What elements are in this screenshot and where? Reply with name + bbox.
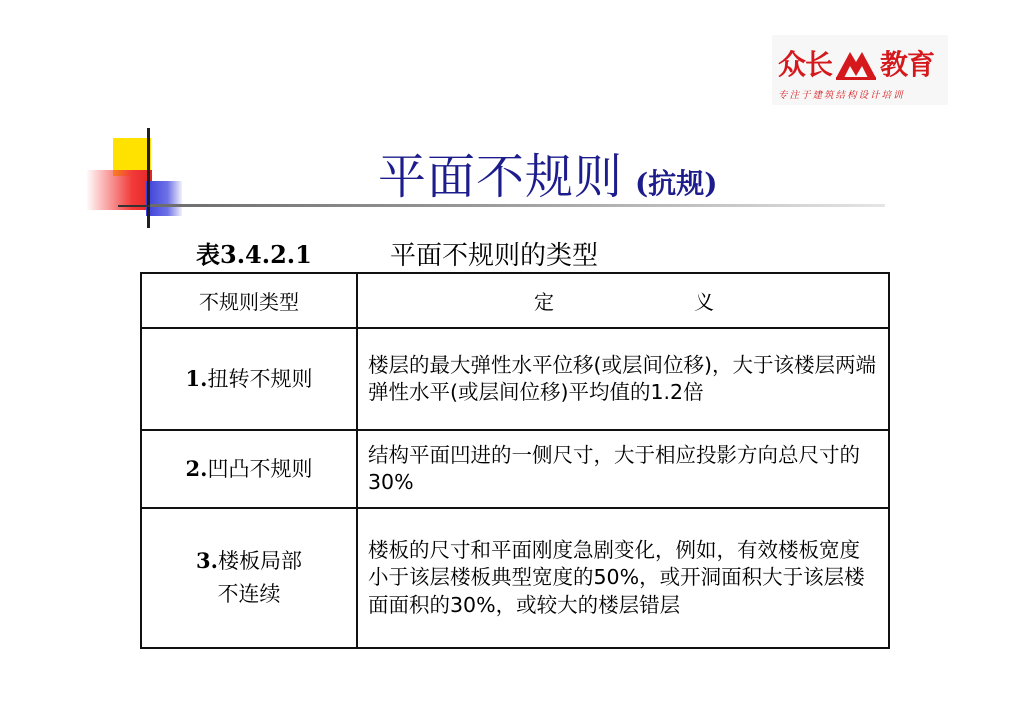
title-main: 平面不规则 — [378, 149, 624, 205]
row-type: 扭转不规则 — [207, 366, 313, 391]
row-type-cell — [141, 508, 357, 648]
logo-wordmark — [778, 43, 934, 83]
row-definition: 楼层的最大弹性水平位移(或层间位移)，大于该楼层两端弹性水平(或层间位移)平均值的1.2倍 — [357, 328, 889, 430]
table-number-text: 表3.4.2.1 — [196, 240, 312, 269]
row-definition: 楼板的尺寸和平面刚度急剧变化，例如，有效楼板宽度小于该层楼板典型宽度的50%，或开洞面积大于该层楼面面积的30%，或较大的楼层错层 — [357, 508, 889, 648]
logo-text-left: 众长 — [778, 48, 833, 81]
row-number: 3. — [196, 548, 218, 574]
row-type-cell — [141, 328, 357, 430]
header-definition-a: 定 — [534, 290, 554, 314]
table-row — [141, 328, 889, 430]
header-definition-b: 义 — [694, 290, 714, 314]
row-definition: 结构平面凹进的一侧尺寸，大于相应投影方向总尺寸的30% — [357, 430, 889, 508]
logo-mountain-icon — [834, 46, 878, 80]
table-row — [141, 508, 889, 648]
header-type: 不规则类型 — [141, 273, 357, 328]
irregularity-table — [140, 272, 890, 649]
table-number — [196, 235, 312, 270]
logo-tagline: 专注于建筑结构设计培训 — [778, 90, 905, 101]
title-sub: (抗规) — [635, 167, 718, 200]
row-number: 2. — [185, 455, 208, 481]
decor-red-bar — [86, 170, 152, 210]
row-type: 凹凸不规则 — [207, 456, 313, 481]
row-type-line2: 不连续 — [217, 582, 281, 606]
decor-blue-square — [146, 181, 182, 216]
brand-logo — [772, 35, 948, 105]
row-type-cell — [141, 430, 357, 508]
header-definition — [357, 273, 889, 328]
table-caption: 平面不规则的类型 — [390, 241, 599, 271]
table-header-row — [141, 273, 889, 328]
row-number: 1. — [185, 365, 208, 391]
row-type: 楼板局部 — [217, 549, 302, 574]
page-title — [378, 138, 718, 207]
table-row — [141, 430, 889, 508]
decor-vertical-line — [147, 128, 150, 228]
logo-text-right: 教育 — [880, 48, 935, 81]
